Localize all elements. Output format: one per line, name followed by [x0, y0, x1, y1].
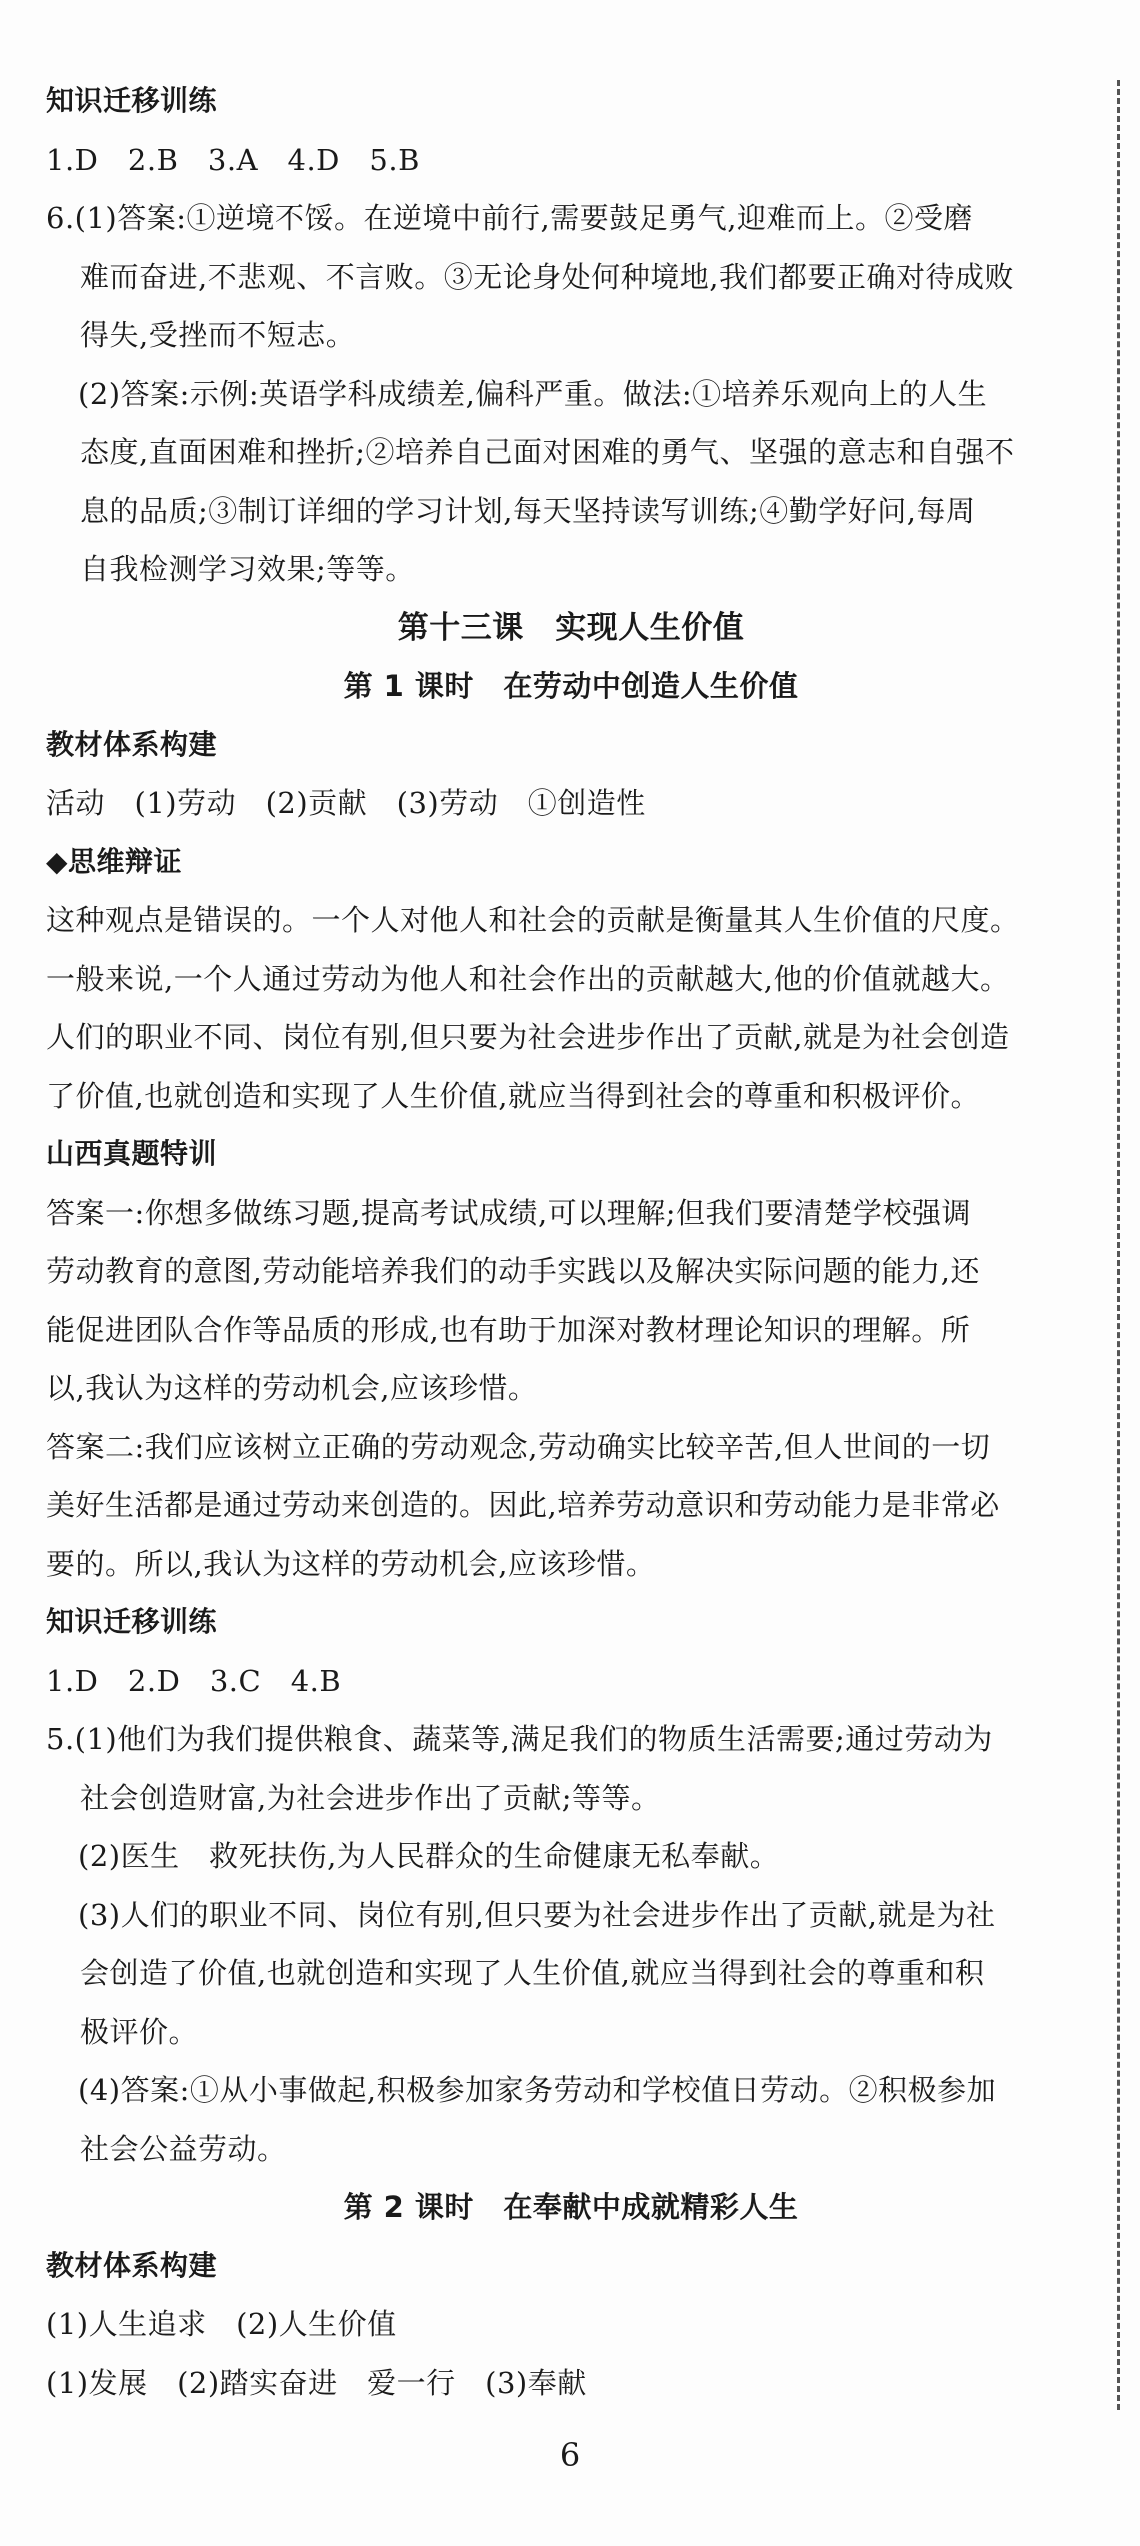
text-line: 6.(1)答案:①逆境不馁。在逆境中前行,需要鼓足勇气,迎难而上。②受磨 — [46, 201, 973, 235]
continuation-line: 态度,直面困难和挫折;②培养自己面对困难的勇气、坚强的意志和自强不 — [80, 435, 1015, 469]
text-line: 答案一:你想多做练习题,提高考试成绩,可以理解;但我们要清楚学校强调 — [46, 1195, 971, 1230]
sub-answer-line: (2)答案:示例:英语学科成绩差,偏科严重。做法:①培养乐观向上的人生 — [78, 376, 988, 411]
section-heading: ◆思维辩证 — [46, 844, 183, 878]
continuation-line: 息的品质;③制订详细的学习计划,每天坚持读写训练;④勤学好问,每周 — [80, 493, 976, 528]
text-line: 人们的职业不同、岗位有别,但只要为社会进步作出了贡献,就是为社会创造 — [46, 1020, 1010, 1054]
text-line: 劳动教育的意图,劳动能培养我们的动手实践以及解决实际问题的能力,还 — [46, 1254, 980, 1288]
lesson-title: 第十三课 实现人生价值 — [397, 609, 745, 646]
text-line: (1)人生追求 (2)人生价值 — [46, 2307, 397, 2341]
continuation-line: 难而奋进,不悲观、不言败。③无论身处何种境地,我们都要正确对待成败 — [80, 259, 1014, 294]
section-heading: 知识迁移训练 — [46, 1605, 218, 1638]
text-line: 活动 (1)劳动 (2)贡献 (3)劳动 ①创造性 — [46, 786, 646, 820]
page-number: 6 — [559, 2436, 581, 2474]
sub-answer-line: (3)人们的职业不同、岗位有别,但只要为社会进步作出了贡献,就是为社 — [78, 1897, 996, 1932]
section-heading: 知识迁移训练 — [46, 84, 218, 117]
dashed-cut-line — [1117, 80, 1120, 2410]
continuation-line: 极评价。 — [80, 2014, 199, 2049]
continuation-line: 得失,受挫而不短志。 — [80, 318, 356, 352]
continuation-line: 社会创造财富,为社会进步作出了贡献;等等。 — [80, 1780, 661, 1815]
text-line: 1.D 2.B 3.A 4.D 5.B — [46, 142, 420, 177]
sub-answer-line: (4)答案:①从小事做起,积极参加家务劳动和学校值日劳动。②积极参加 — [78, 2073, 997, 2107]
section-heading: 山西真题特训 — [46, 1137, 218, 1170]
text-line: 了价值,也就创造和实现了人生价值,就应当得到社会的尊重和积极评价。 — [46, 1078, 980, 1113]
continuation-line: 会创造了价值,也就创造和实现了人生价值,就应当得到社会的尊重和积 — [80, 1956, 985, 1990]
text-line: 能促进团队合作等品质的形成,也有助于加深对教材理论知识的理解。所 — [46, 1312, 971, 1347]
text-line: 答案二:我们应该树立正确的劳动观念,劳动确实比较辛苦,但人世间的一切 — [46, 1429, 991, 1464]
text-line: (1)发展 (2)踏实奋进 爱一行 (3)奉献 — [46, 2365, 587, 2400]
text-line: 1.D 2.D 3.C 4.B — [46, 1663, 342, 1698]
section-heading: 教材体系构建 — [46, 2248, 218, 2282]
continuation-line: 社会公益劳动。 — [80, 2131, 287, 2166]
session-title: 第 2 课时 在奉献中成就精彩人生 — [343, 2190, 799, 2224]
sub-answer-line: (2)医生 救死扶伤,为人民群众的生命健康无私奉献。 — [78, 1839, 780, 1873]
text-line: 这种观点是错误的。一个人对他人和社会的贡献是衡量其人生价值的尺度。 — [46, 903, 1020, 937]
session-title: 第 1 课时 在劳动中创造人生价值 — [343, 669, 799, 703]
answer-content — [46, 72, 1096, 2412]
text-line: 一般来说,一个人通过劳动为他人和社会作出的贡献越大,他的价值就越大。 — [46, 961, 1010, 996]
text-line: 以,我认为这样的劳动机会,应该珍惜。 — [46, 1371, 538, 1405]
section-heading: 教材体系构建 — [46, 727, 218, 761]
continuation-line: 自我检测学习效果;等等。 — [80, 552, 415, 586]
text-line: 5.(1)他们为我们提供粮食、蔬菜等,满足我们的物质生活需要;通过劳动为 — [46, 1722, 993, 1756]
text-line: 美好生活都是通过劳动来创造的。因此,培养劳动意识和劳动能力是非常必 — [46, 1488, 1000, 1522]
text-line: 要的。所以,我认为这样的劳动机会,应该珍惜。 — [46, 1546, 656, 1581]
